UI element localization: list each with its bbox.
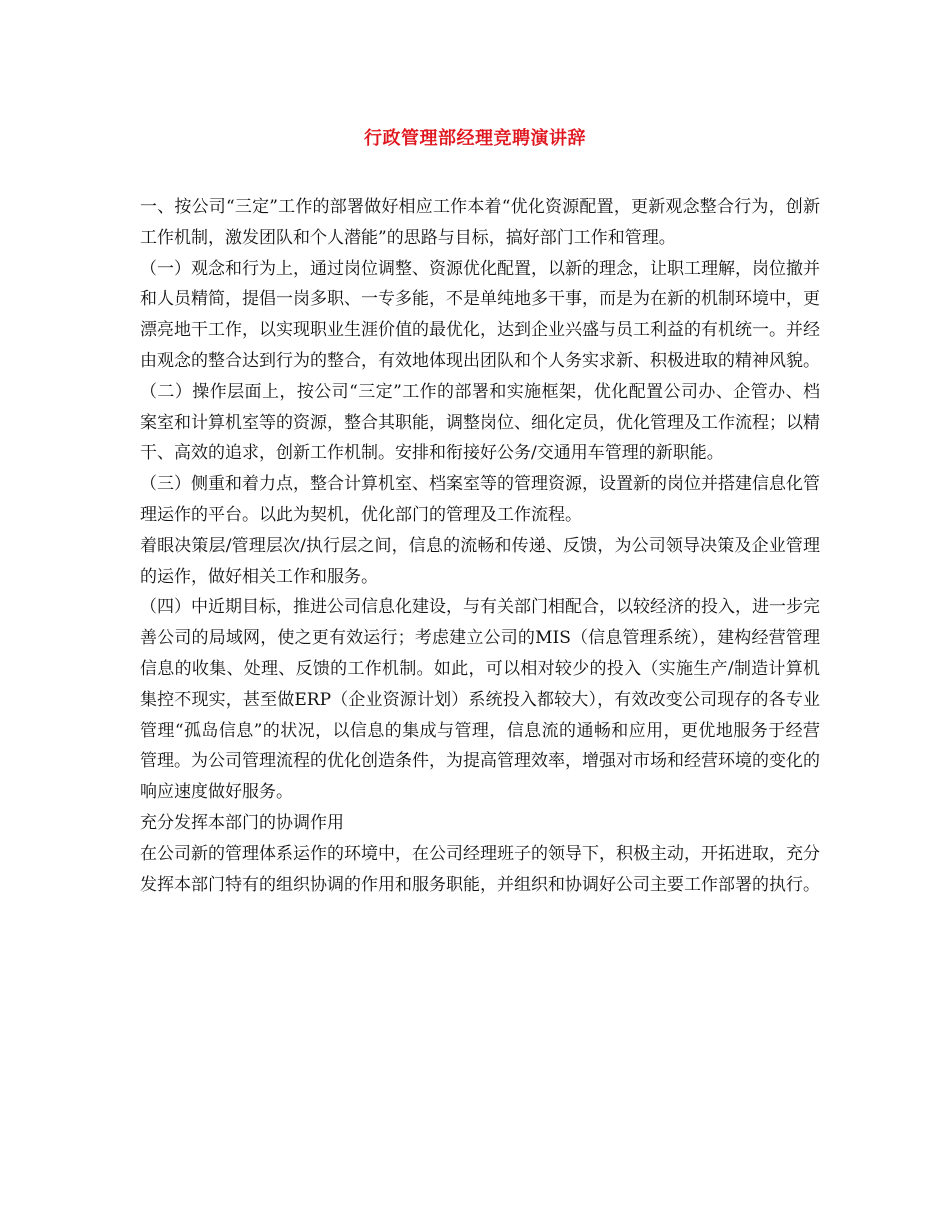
paragraph-coordination: 在公司新的管理体系运作的环境中，在公司经理班子的领导下，积极主动，开拓进取，充分发挥本部门特有的组织协调的作用和服务职能，并组织和协调好公司主要工作部署的执行。: [140, 843, 820, 895]
paragraph-heading-coordination: 充分发挥本部门的协调作用: [140, 812, 344, 833]
paragraph-item-3-continued: 着眼决策层/管理层次/执行层之间，信息的流畅和传递、反馈，为公司领导决策及企业管理的运作，做好相关工作和服务。: [140, 535, 820, 587]
document-body: [140, 192, 820, 900]
paragraph-item-3: （三）侧重和着力点，整合计算机室、档案室等的管理资源，设置新的岗位并搭建信息化管理运作的平台。以此为契机，优化部门的管理及工作流程。: [140, 474, 820, 525]
paragraph-item-1: （一）观念和行为上，通过岗位调整、资源优化配置，以新的理念，让职工理解，岗位撤并和人员精简，提倡一岗多职、一专多能，不是单纯地多干事，而是为在新的机制环境中，更漂亮地干工作，以实现职业生涯价值的最优化，达到企业兴盛与员工利益的有机统一。并经由观念的整合达到行为的整合，有效地体现出团队和个人务实求新、积极进取的精神风貌。: [140, 258, 820, 371]
page-title: 行政管理部经理竞聘演讲辞: [364, 128, 586, 149]
paragraph-section-one: 一、按公司“三定”工作的部署做好相应工作本着“优化资源配置，更新观念整合行为，创新工作机制，激发团队和个人潜能”的思路与目标，搞好部门工作和管理。: [140, 197, 820, 248]
paragraph-item-4: （四）中近期目标，推进公司信息化建设，与有关部门相配合，以较经济的投入，进一步完善公司的局域网，使之更有效运行；考虑建立公司的MIS（信息管理系统），建构经营管理信息的收集、处理、反馈的工作机制。如此，可以相对较少的投入（实施生产/制造计算机集控不现实，甚至做ERP（企业资源计划）系统投入都较大），有效改变公司现存的各专业管理“孤岛信息”的状况，以信息的集成与管理，信息流的通畅和应用，更优地服务于经营管理。为公司管理流程的优化创造条件，为提高管理效率，增强对市场和经营环境的变化的响应速度做好服务。: [140, 597, 820, 803]
paragraph-item-2: （二）操作层面上，按公司“三定”工作的部署和实施框架，优化配置公司办、企管办、档案室和计算机室等的资源，整合其职能，调整岗位、细化定员，优化管理及工作流程；以精干、高效的追求，创新工作机制。安排和衔接好公务/交通用车管理的新职能。: [140, 381, 820, 464]
